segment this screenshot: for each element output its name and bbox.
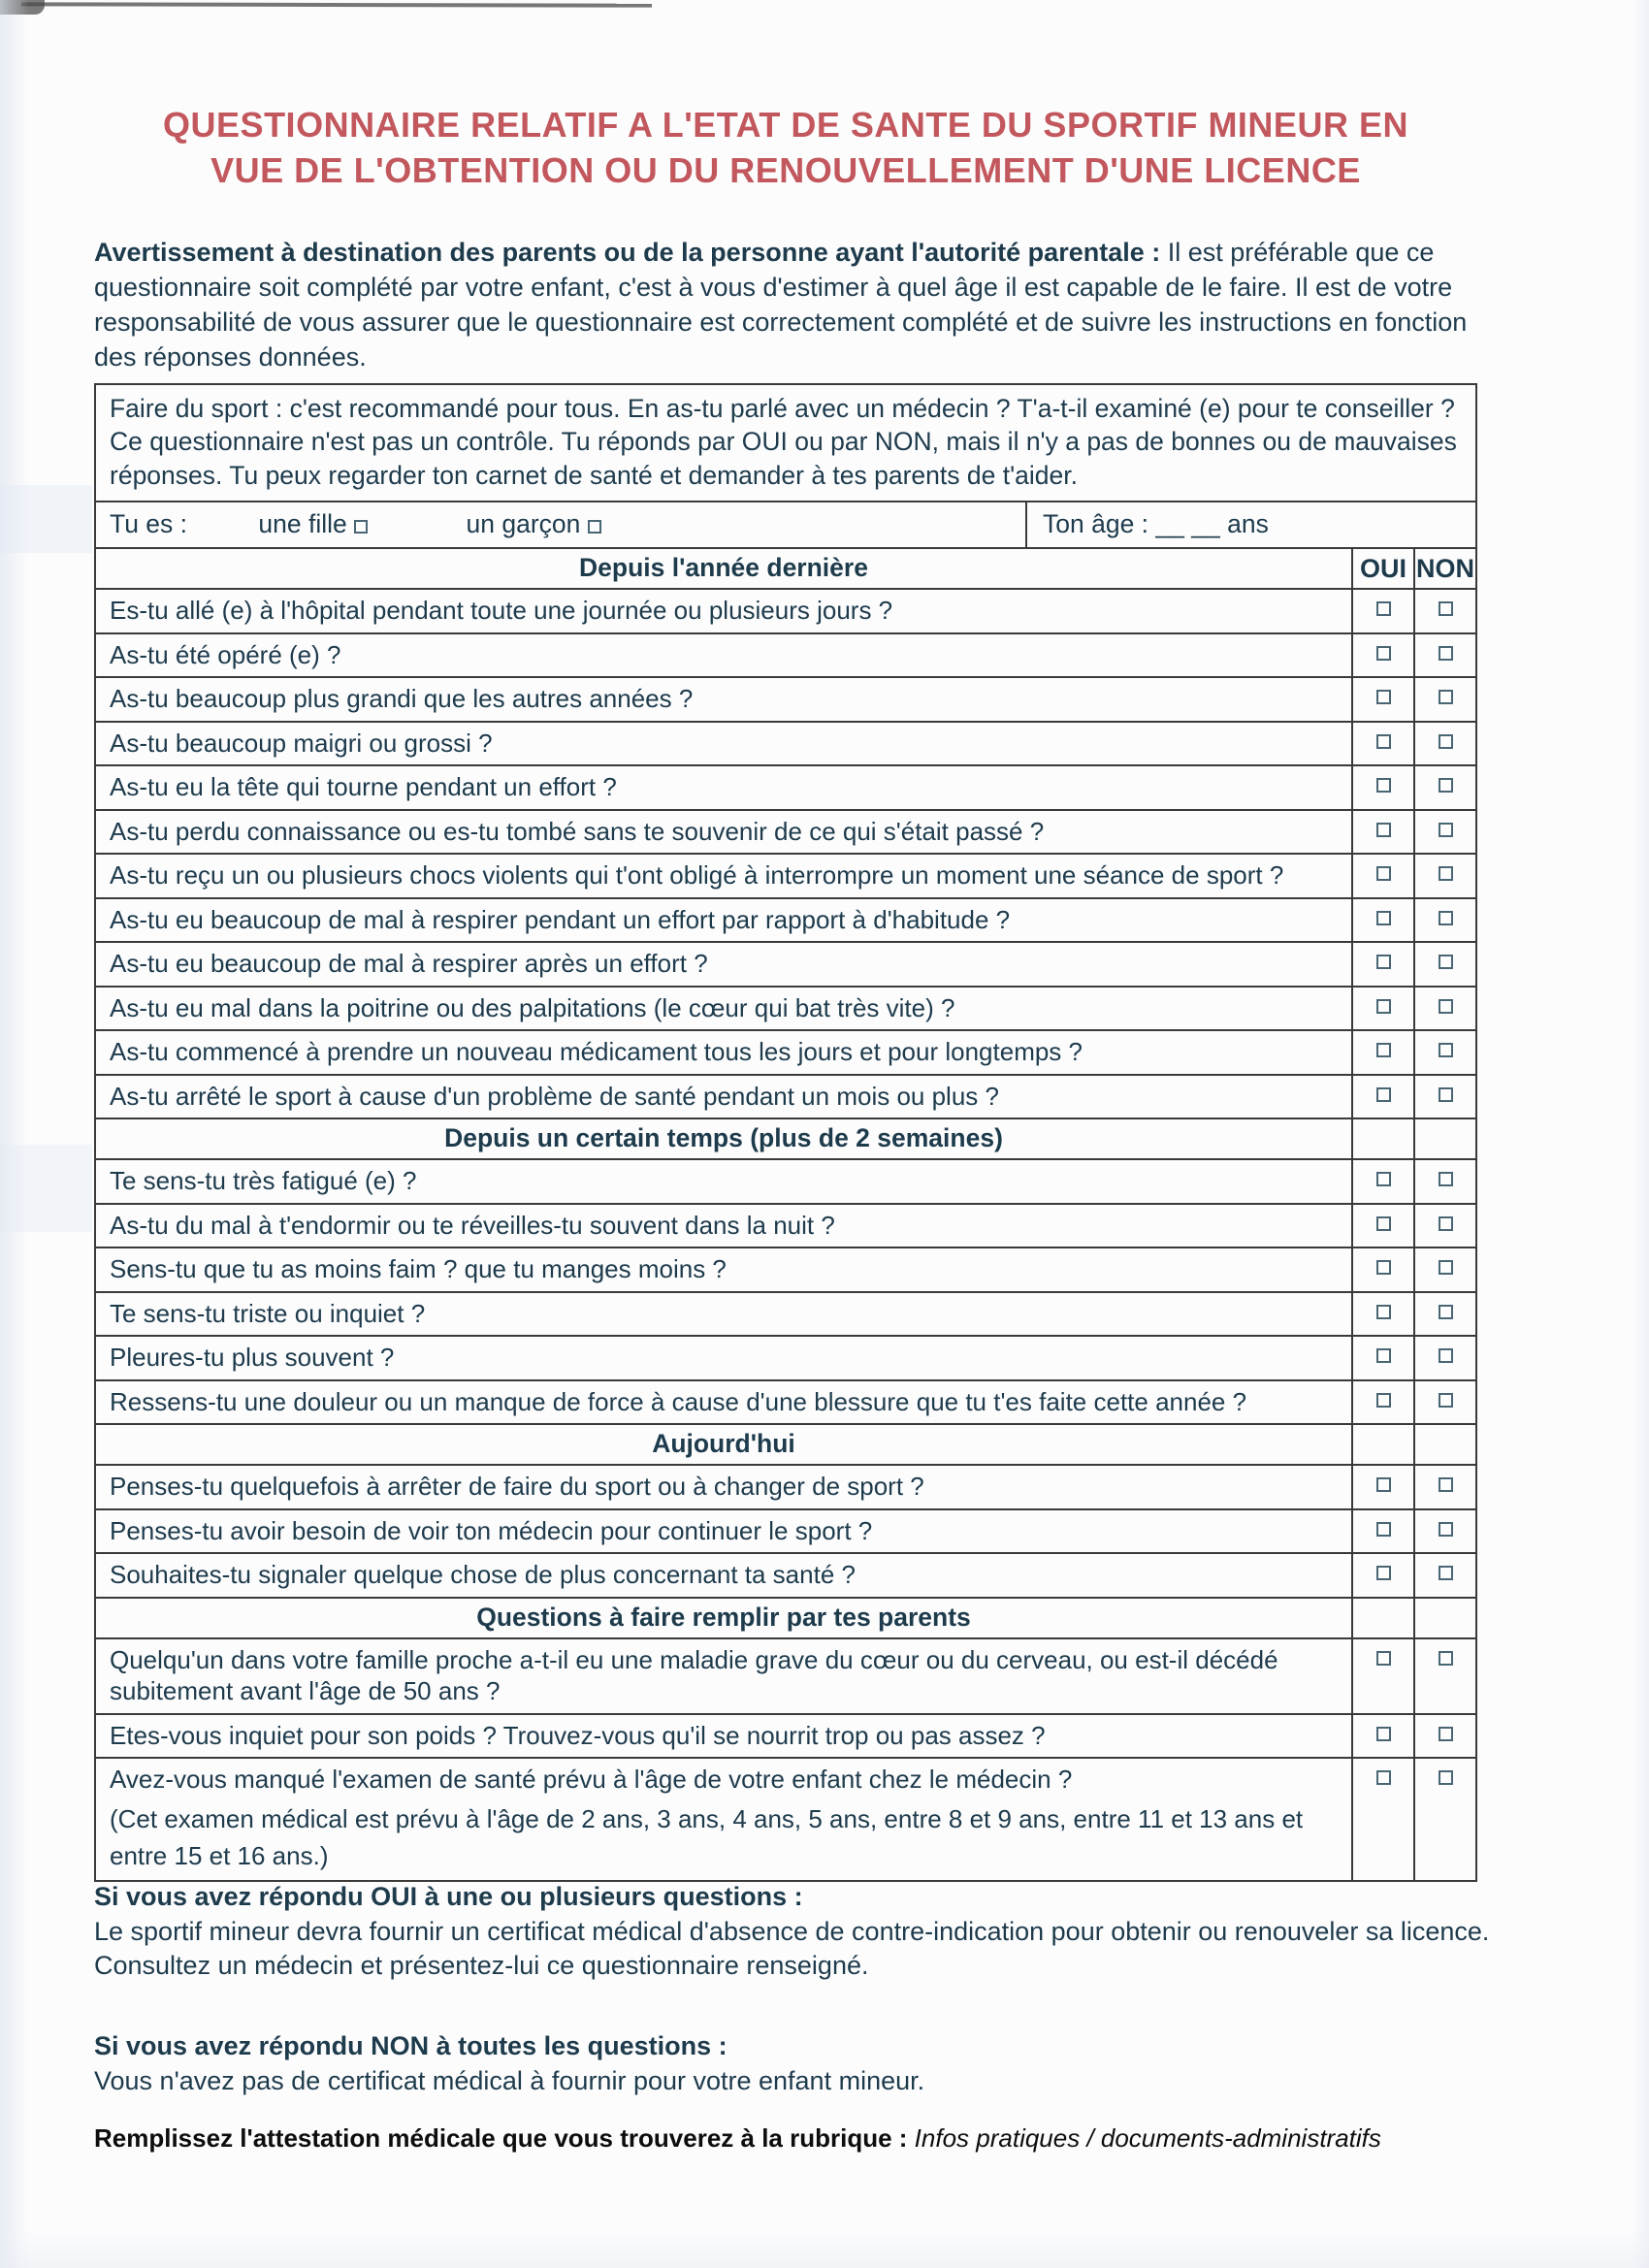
non-cell bbox=[1414, 677, 1476, 722]
non-cell bbox=[1414, 1030, 1476, 1075]
section-header: Questions à faire remplir par tes parents bbox=[95, 1598, 1352, 1638]
oui-cell bbox=[1352, 1292, 1414, 1337]
question-text: Etes-vous inquiet pour son poids ? Trouvez-vous qu'il se nourrit trop ou pas assez ? bbox=[95, 1714, 1352, 1759]
question-text: As-tu perdu connaissance ou es-tu tombé sans te souvenir de ce qui s'était passé ? bbox=[95, 810, 1352, 855]
footer-final-line bbox=[94, 2122, 1499, 2155]
oui-checkbox[interactable] bbox=[1376, 1651, 1391, 1666]
non-checkbox[interactable] bbox=[1439, 1770, 1453, 1785]
oui-checkbox[interactable] bbox=[1376, 823, 1391, 837]
question-text: Quelqu'un dans votre famille proche a-t-il eu une maladie grave du cœur ou du cerveau, ou est-il décédé subitement avant l'âge de 50 ans ? bbox=[95, 1638, 1352, 1714]
identity-row bbox=[94, 501, 1477, 549]
page-title-line2: VUE DE L'OBTENTION OU DU RENOUVELLEMENT D'UNE LICENCE bbox=[210, 149, 1361, 190]
question-row bbox=[95, 1509, 1476, 1554]
parent-warning-paragraph bbox=[94, 236, 1499, 375]
section-header-row bbox=[95, 1118, 1476, 1159]
oui-cell bbox=[1352, 1159, 1414, 1204]
non-checkbox[interactable] bbox=[1439, 1522, 1453, 1537]
empty-oui-cell bbox=[1352, 1118, 1414, 1159]
question-row bbox=[95, 1204, 1476, 1248]
oui-checkbox[interactable] bbox=[1376, 1305, 1391, 1319]
non-checkbox[interactable] bbox=[1439, 866, 1453, 881]
oui-cell bbox=[1352, 589, 1414, 633]
question-text: As-tu été opéré (e) ? bbox=[95, 633, 1352, 678]
question-row bbox=[95, 1465, 1476, 1509]
non-cell bbox=[1414, 1509, 1476, 1554]
non-cell bbox=[1414, 1380, 1476, 1425]
scan-artifact-band bbox=[0, 1145, 92, 1232]
non-checkbox[interactable] bbox=[1439, 1216, 1453, 1231]
non-cell bbox=[1414, 589, 1476, 633]
footer-instructions bbox=[94, 1880, 1499, 2155]
column-header-oui: OUI bbox=[1352, 548, 1414, 589]
oui-cell bbox=[1352, 1075, 1414, 1119]
question-row bbox=[95, 810, 1476, 855]
non-cell bbox=[1414, 722, 1476, 766]
oui-checkbox[interactable] bbox=[1376, 999, 1391, 1014]
non-checkbox[interactable] bbox=[1439, 601, 1453, 616]
question-note: (Cet examen médical est prévu à l'âge de 2 ans, 3 ans, 4 ans, 5 ans, entre 8 et 9 ans, entre 11 et 13 ans et entre 15 et 16 ans.) bbox=[110, 1803, 1304, 1870]
question-row bbox=[95, 633, 1476, 678]
oui-checkbox[interactable] bbox=[1376, 1260, 1391, 1275]
non-cell bbox=[1414, 1247, 1476, 1292]
non-checkbox[interactable] bbox=[1439, 734, 1453, 749]
non-checkbox[interactable] bbox=[1439, 1393, 1453, 1408]
question-text: Pleures-tu plus souvent ? bbox=[95, 1336, 1352, 1380]
oui-cell bbox=[1352, 810, 1414, 855]
intro-text: Faire du sport : c'est recommandé pour tous. En as-tu parlé avec un médecin ? T'a-t-il examiné (e) pour te conseiller ? Ce questionnaire n'est pas un contrôle. Tu réponds par OUI ou par NON, mais il n'y a pas de bonnes ou de mauvaises réponses. Tu peux regarder ton carnet de santé et demander à tes parents de t'aider. bbox=[110, 394, 1457, 490]
non-checkbox[interactable] bbox=[1439, 1566, 1453, 1580]
question-text: As-tu arrêté le sport à cause d'un problème de santé pendant un mois ou plus ? bbox=[95, 1075, 1352, 1119]
oui-checkbox[interactable] bbox=[1376, 690, 1391, 704]
oui-checkbox[interactable] bbox=[1376, 1522, 1391, 1537]
oui-checkbox[interactable] bbox=[1376, 734, 1391, 749]
oui-checkbox[interactable] bbox=[1376, 1727, 1391, 1741]
age-unit-label: ans bbox=[1227, 509, 1269, 539]
question-text: Penses-tu avoir besoin de voir ton médecin pour continuer le sport ? bbox=[95, 1509, 1352, 1554]
question-text: Te sens-tu triste ou inquiet ? bbox=[95, 1292, 1352, 1337]
girl-option-label: une fille bbox=[258, 509, 347, 539]
non-cell bbox=[1414, 942, 1476, 987]
intro-box bbox=[94, 383, 1477, 502]
footer-oui-heading: Si vous avez répondu OUI à une ou plusieurs questions : bbox=[94, 1882, 803, 1911]
oui-checkbox[interactable] bbox=[1376, 1393, 1391, 1408]
non-checkbox[interactable] bbox=[1439, 823, 1453, 837]
boy-option-label: un garçon bbox=[466, 509, 581, 539]
footer-final-bold: Remplissez l'attestation médicale que vous trouverez à la rubrique : bbox=[94, 2123, 908, 2154]
parent-warning-lead: Avertissement à destination des parents ou de la personne ayant l'autorité parentale : bbox=[94, 238, 1161, 267]
question-text: Souhaites-tu signaler quelque chose de plus concernant ta santé ? bbox=[95, 1553, 1352, 1598]
non-cell bbox=[1414, 1758, 1476, 1881]
age-field bbox=[1025, 502, 1475, 547]
empty-non-cell bbox=[1414, 1424, 1476, 1465]
question-text: As-tu eu la tête qui tourne pendant un effort ? bbox=[95, 765, 1352, 810]
oui-checkbox[interactable] bbox=[1376, 1087, 1391, 1102]
question-text: Avez-vous manqué l'examen de santé prévu à l'âge de votre enfant chez le médecin ? (Cet examen médical est prévu à l'âge de 2 ans, 3 ans, 4 ans, 5 ans, entre 8 et 9 ans, entre 11 et 13 ans et entre 15 et 16 ans.) bbox=[95, 1758, 1352, 1881]
oui-checkbox[interactable] bbox=[1376, 1216, 1391, 1231]
non-checkbox[interactable] bbox=[1439, 1348, 1453, 1363]
non-cell bbox=[1414, 765, 1476, 810]
footer-oui-body: Le sportif mineur devra fournir un certificat médical d'absence de contre-indication pour obtenir ou renouveler sa licence. Consultez un médecin et présentez-lui ce questionnaire renseigné. bbox=[94, 1916, 1490, 1981]
footer-final-italic: Infos pratiques / documents-administratifs bbox=[914, 2123, 1381, 2154]
question-text: Penses-tu quelquefois à arrêter de faire du sport ou à changer de sport ? bbox=[95, 1465, 1352, 1509]
question-row bbox=[95, 1336, 1476, 1380]
empty-non-cell bbox=[1414, 1118, 1476, 1159]
section-header-row bbox=[95, 548, 1476, 589]
non-checkbox[interactable] bbox=[1439, 911, 1453, 925]
question-text: As-tu reçu un ou plusieurs chocs violents qui t'ont obligé à interrompre un moment une séance de sport ? bbox=[95, 854, 1352, 898]
question-text: As-tu eu beaucoup de mal à respirer après un effort ? bbox=[95, 942, 1352, 987]
non-cell bbox=[1414, 810, 1476, 855]
question-text: Sens-tu que tu as moins faim ? que tu manges moins ? bbox=[95, 1247, 1352, 1292]
oui-checkbox[interactable] bbox=[1376, 646, 1391, 661]
gender-field bbox=[96, 502, 1025, 547]
question-row bbox=[95, 1247, 1476, 1292]
oui-cell bbox=[1352, 1638, 1414, 1714]
non-cell bbox=[1414, 1159, 1476, 1204]
scan-artifact-band bbox=[0, 485, 92, 553]
oui-checkbox[interactable] bbox=[1376, 778, 1391, 793]
oui-cell bbox=[1352, 633, 1414, 678]
question-row bbox=[95, 765, 1476, 810]
oui-checkbox[interactable] bbox=[1376, 1043, 1391, 1057]
section-header: Aujourd'hui bbox=[95, 1424, 1352, 1465]
question-text: As-tu du mal à t'endormir ou te réveilles-tu souvent dans la nuit ? bbox=[95, 1204, 1352, 1248]
question-row bbox=[95, 1292, 1476, 1337]
oui-checkbox[interactable] bbox=[1376, 1477, 1391, 1492]
age-blank[interactable]: __ __ bbox=[1155, 509, 1220, 539]
non-checkbox[interactable] bbox=[1439, 1043, 1453, 1057]
oui-checkbox[interactable] bbox=[1376, 1172, 1391, 1186]
oui-cell bbox=[1352, 942, 1414, 987]
oui-checkbox[interactable] bbox=[1376, 1770, 1391, 1785]
non-checkbox[interactable] bbox=[1439, 999, 1453, 1014]
non-checkbox[interactable] bbox=[1439, 1260, 1453, 1275]
non-cell bbox=[1414, 1638, 1476, 1714]
column-header-non: NON bbox=[1414, 548, 1476, 589]
non-checkbox[interactable] bbox=[1439, 1305, 1453, 1319]
empty-oui-cell bbox=[1352, 1598, 1414, 1638]
oui-checkbox[interactable] bbox=[1376, 1566, 1391, 1580]
question-row bbox=[95, 942, 1476, 987]
non-cell bbox=[1414, 1714, 1476, 1759]
question-text: As-tu beaucoup maigri ou grossi ? bbox=[95, 722, 1352, 766]
oui-cell bbox=[1352, 1714, 1414, 1759]
questionnaire-form bbox=[94, 383, 1477, 1882]
section-header: Depuis un certain temps (plus de 2 semaines) bbox=[95, 1118, 1352, 1159]
oui-checkbox[interactable] bbox=[1376, 955, 1391, 969]
non-checkbox[interactable] bbox=[1439, 1727, 1453, 1741]
non-checkbox[interactable] bbox=[1439, 955, 1453, 969]
non-cell bbox=[1414, 1292, 1476, 1337]
footer-non-heading: Si vous avez répondu NON à toutes les questions : bbox=[94, 2030, 728, 2060]
non-cell bbox=[1414, 1336, 1476, 1380]
non-checkbox[interactable] bbox=[1439, 1651, 1453, 1666]
question-text: As-tu beaucoup plus grandi que les autres années ? bbox=[95, 677, 1352, 722]
non-checkbox[interactable] bbox=[1439, 778, 1453, 793]
question-text: Es-tu allé (e) à l'hôpital pendant toute une journée ou plusieurs jours ? bbox=[95, 589, 1352, 633]
girl-checkbox[interactable] bbox=[354, 520, 368, 534]
non-cell bbox=[1414, 1465, 1476, 1509]
scan-artifact-right-edge bbox=[1632, 0, 1649, 2268]
question-row bbox=[95, 722, 1476, 766]
empty-oui-cell bbox=[1352, 1424, 1414, 1465]
oui-cell bbox=[1352, 765, 1414, 810]
oui-cell bbox=[1352, 1336, 1414, 1380]
non-cell bbox=[1414, 1553, 1476, 1598]
oui-cell bbox=[1352, 854, 1414, 898]
oui-checkbox[interactable] bbox=[1376, 866, 1391, 881]
non-checkbox[interactable] bbox=[1439, 1477, 1453, 1492]
question-row bbox=[95, 854, 1476, 898]
non-checkbox[interactable] bbox=[1439, 1087, 1453, 1102]
non-cell bbox=[1414, 633, 1476, 678]
questionnaire-table bbox=[94, 547, 1477, 1882]
question-text: As-tu commencé à prendre un nouveau médicament tous les jours et pour longtemps ? bbox=[95, 1030, 1352, 1075]
question-row bbox=[95, 1714, 1476, 1759]
non-cell bbox=[1414, 1075, 1476, 1119]
oui-cell bbox=[1352, 1380, 1414, 1425]
question-row bbox=[95, 1758, 1476, 1881]
oui-cell bbox=[1352, 1553, 1414, 1598]
oui-cell bbox=[1352, 1204, 1414, 1248]
question-row bbox=[95, 1553, 1476, 1598]
question-row bbox=[95, 987, 1476, 1031]
question-row bbox=[95, 1638, 1476, 1714]
scan-artifact-top-line bbox=[21, 2, 652, 7]
question-row bbox=[95, 1380, 1476, 1425]
scan-artifact-band bbox=[0, 2229, 1649, 2268]
oui-cell bbox=[1352, 722, 1414, 766]
gender-label: Tu es : bbox=[110, 509, 188, 539]
oui-cell bbox=[1352, 1758, 1414, 1881]
question-row bbox=[95, 1030, 1476, 1075]
question-text: Ressens-tu une douleur ou un manque de force à cause d'une blessure que tu t'es faite cette année ? bbox=[95, 1380, 1352, 1425]
question-row bbox=[95, 898, 1476, 943]
non-cell bbox=[1414, 1204, 1476, 1248]
question-text: As-tu eu beaucoup de mal à respirer pendant un effort par rapport à d'habitude ? bbox=[95, 898, 1352, 943]
non-cell bbox=[1414, 854, 1476, 898]
non-cell bbox=[1414, 898, 1476, 943]
boy-checkbox[interactable] bbox=[588, 520, 601, 534]
question-row bbox=[95, 1075, 1476, 1119]
non-checkbox[interactable] bbox=[1439, 690, 1453, 704]
question-text: Te sens-tu très fatigué (e) ? bbox=[95, 1159, 1352, 1204]
oui-checkbox[interactable] bbox=[1376, 601, 1391, 616]
question-text: As-tu eu mal dans la poitrine ou des palpitations (le cœur qui bat très vite) ? bbox=[95, 987, 1352, 1031]
non-checkbox[interactable] bbox=[1439, 1172, 1453, 1186]
oui-cell bbox=[1352, 1465, 1414, 1509]
section-header-row bbox=[95, 1598, 1476, 1638]
page-title bbox=[94, 103, 1477, 194]
age-label: Ton âge : bbox=[1043, 509, 1149, 539]
oui-checkbox[interactable] bbox=[1376, 911, 1391, 925]
question-row bbox=[95, 589, 1476, 633]
scan-artifact-left-edge bbox=[0, 0, 29, 2268]
parent-warning-body: Il est préférable que ce questionnaire soit complété par votre enfant, c'est à vous d'estimer à quel âge il est capable de le faire. Il est de votre responsabilité de vous assurer que le questionnaire est correctement complété et de suivre les instructions en fonction des réponses données. bbox=[94, 238, 1468, 372]
oui-cell bbox=[1352, 898, 1414, 943]
non-checkbox[interactable] bbox=[1439, 646, 1453, 661]
oui-cell bbox=[1352, 677, 1414, 722]
oui-cell bbox=[1352, 1509, 1414, 1554]
section-header-row bbox=[95, 1424, 1476, 1465]
empty-non-cell bbox=[1414, 1598, 1476, 1638]
oui-cell bbox=[1352, 987, 1414, 1031]
footer-non-body: Vous n'avez pas de certificat médical à fournir pour votre enfant mineur. bbox=[94, 2065, 925, 2095]
non-cell bbox=[1414, 987, 1476, 1031]
oui-checkbox[interactable] bbox=[1376, 1348, 1391, 1363]
question-row bbox=[95, 677, 1476, 722]
section-header: Depuis l'année dernière bbox=[95, 548, 1352, 589]
oui-cell bbox=[1352, 1030, 1414, 1075]
oui-cell bbox=[1352, 1247, 1414, 1292]
question-row bbox=[95, 1159, 1476, 1204]
page-title-line1: QUESTIONNAIRE RELATIF A L'ETAT DE SANTE DU SPORTIF MINEUR EN bbox=[163, 105, 1408, 145]
